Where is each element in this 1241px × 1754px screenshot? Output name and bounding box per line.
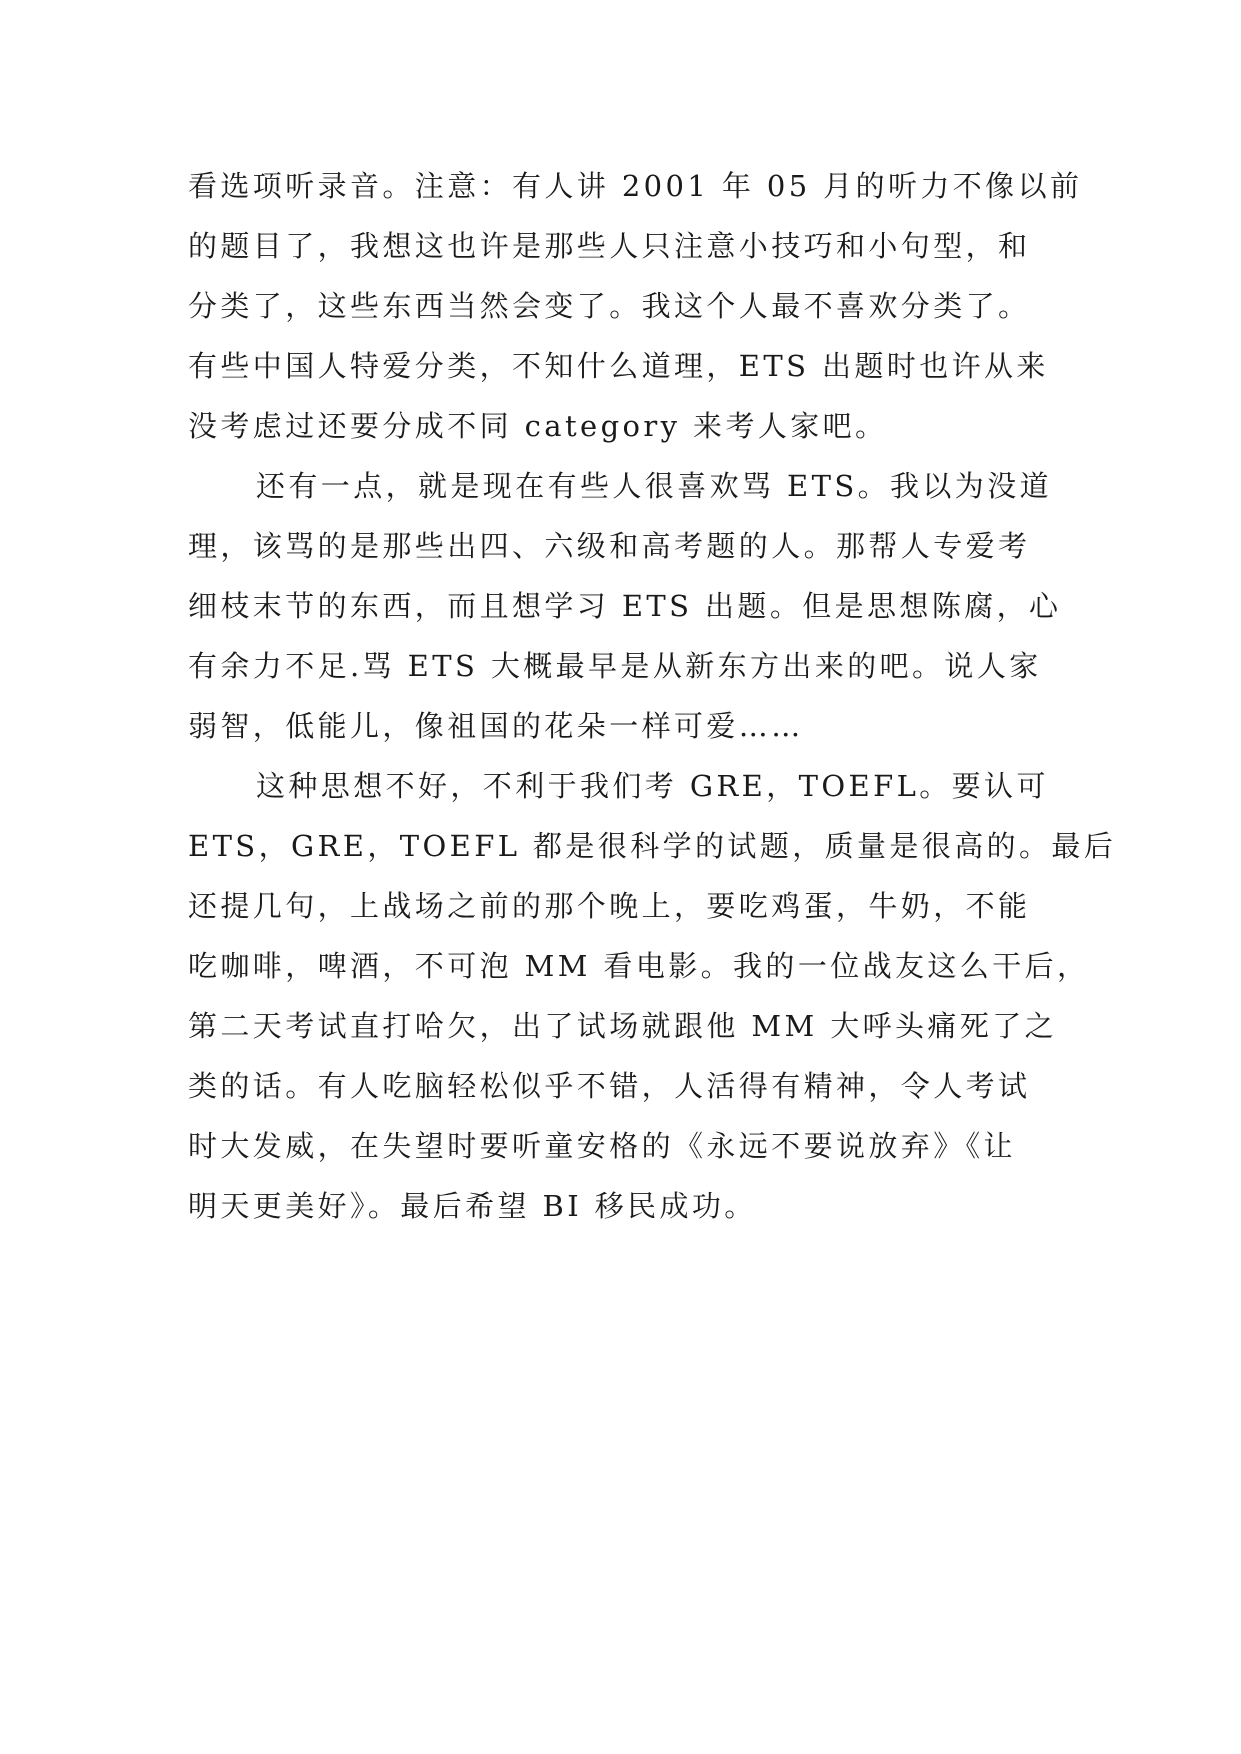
text-line: 细枝末节的东西，而且想学习 ETS 出题。但是思想陈腐，心 xyxy=(188,589,1062,623)
text-line: 第二天考试直打哈欠，出了试场就跟他 MM 大呼头痛死了之 xyxy=(188,1009,1058,1043)
text-line: ETS，GRE，TOEFL 都是很科学的试题，质量是很高的。最后 xyxy=(188,829,1117,863)
text-line: 分类了，这些东西当然会变了。我这个人最不喜欢分类了。 xyxy=(188,289,1031,323)
text-line: 明天更美好》。最后希望 BI 移民成功。 xyxy=(188,1189,757,1223)
paragraph-start-line: 还有一点，就是现在有些人很喜欢骂 ETS。我以为没道 xyxy=(256,469,1052,503)
text-line: 没考虑过还要分成不同 category 来考人家吧。 xyxy=(188,409,888,443)
paragraph-start-line: 这种思想不好，不利于我们考 GRE，TOEFL。要认可 xyxy=(256,769,1049,803)
text-line: 吃咖啡，啤酒，不可泡 MM 看电影。我的一位战友这么干后， xyxy=(188,949,1090,983)
text-line: 时大发威，在失望时要听童安格的《永远不要说放弃》《让 xyxy=(188,1129,1016,1163)
text-line: 还提几句，上战场之前的那个晚上，要吃鸡蛋，牛奶，不能 xyxy=(188,889,1031,923)
text-line: 有些中国人特爱分类，不知什么道理，ETS 出题时也许从来 xyxy=(188,349,1049,383)
text-line: 弱智，低能儿，像祖国的花朵一样可爱…… xyxy=(188,709,804,743)
text-line: 有余力不足.骂 ETS 大概最早是从新东方出来的吧。说人家 xyxy=(188,649,1042,683)
text-line: 的题目了，我想这也许是那些人只注意小技巧和小句型，和 xyxy=(188,229,1031,263)
text-line: 理，该骂的是那些出四、六级和高考题的人。那帮人专爱考 xyxy=(188,529,1031,563)
text-line: 类的话。有人吃脑轻松似乎不错，人活得有精神，令人考试 xyxy=(188,1069,1031,1103)
text-line: 看选项听录音。注意：有人讲 2001 年 05 月的听力不像以前 xyxy=(188,169,1083,203)
body-text xyxy=(188,156,1117,1236)
